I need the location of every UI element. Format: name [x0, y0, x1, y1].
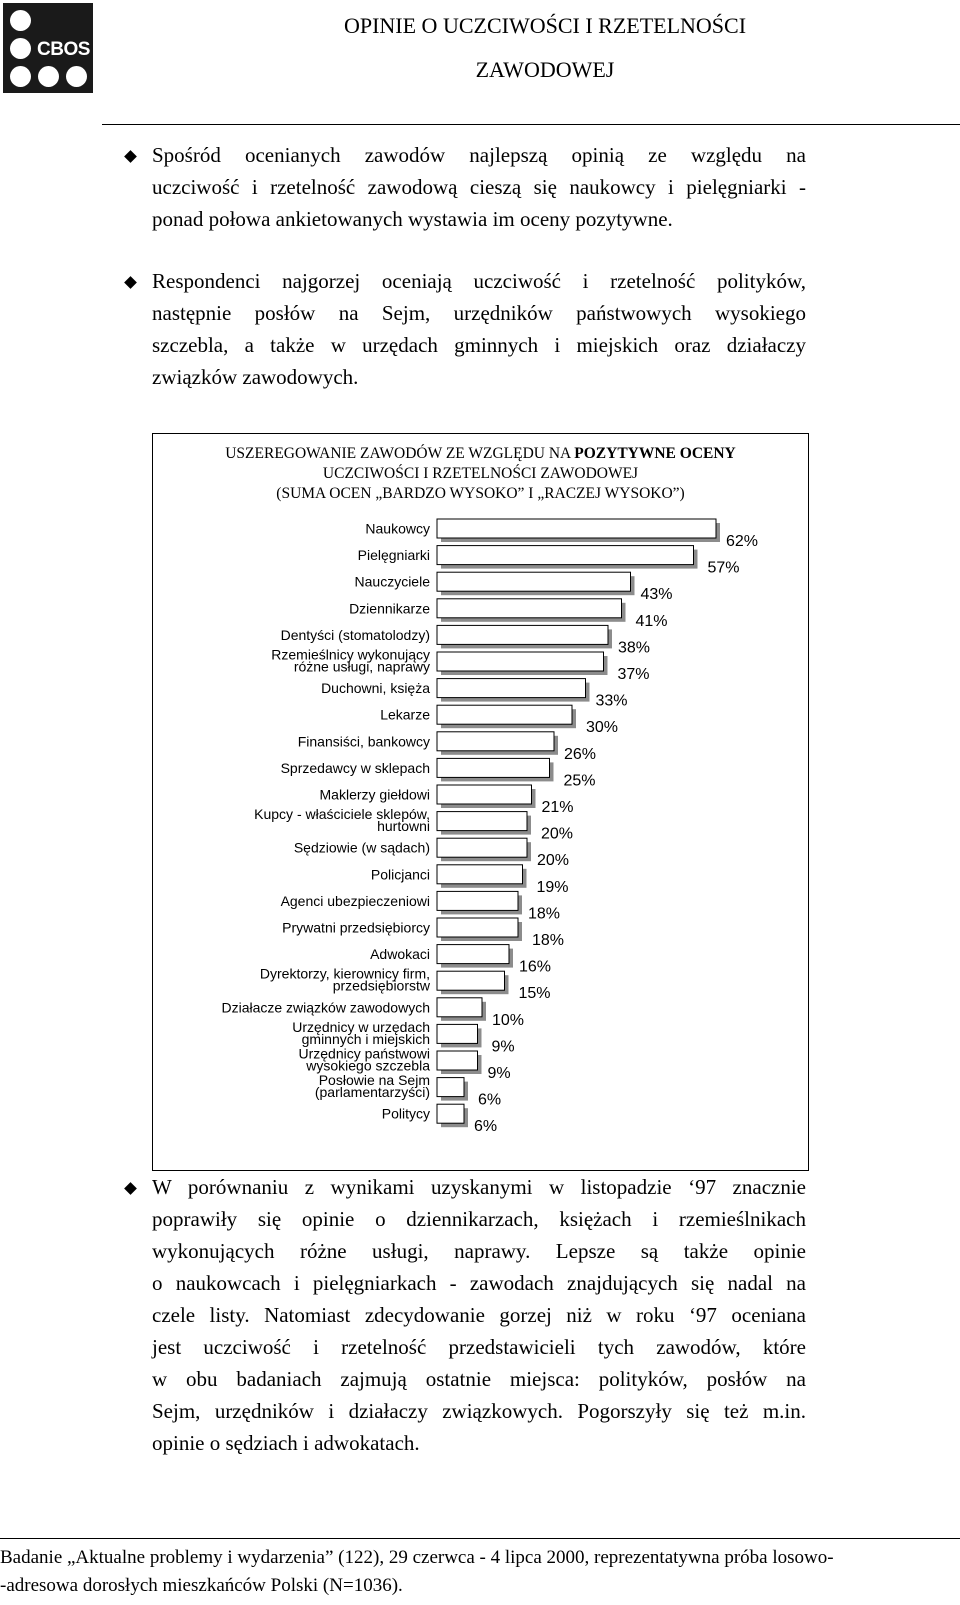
- chart-title-line3: (SUMA OCEN „BARDZO WYSOKO” I „RACZEJ WYSOKO”): [276, 485, 685, 502]
- value-label: 9%: [487, 1065, 511, 1082]
- bar: [437, 599, 622, 618]
- value-label: 21%: [541, 799, 574, 816]
- chart-panel: [152, 433, 809, 1171]
- category-label: Pielęgniarki: [357, 547, 430, 564]
- bar: [437, 625, 608, 644]
- bullet-paragraph-1: [152, 139, 806, 235]
- footer-note: [0, 1544, 960, 1600]
- text-line: wykonujących różne usługi, naprawy. Lepsze są także opinie: [152, 1239, 806, 1263]
- bar: [437, 785, 532, 804]
- bar: [437, 519, 716, 538]
- value-label: 15%: [518, 985, 551, 1003]
- bullet-paragraph-3: [152, 1171, 806, 1459]
- category-label: hurtowni: [377, 818, 430, 835]
- text-line: opinie o sędziach i adwokatach.: [152, 1431, 420, 1455]
- category-label: Rzemieślnicy wykonujący: [271, 646, 430, 663]
- bar: [437, 546, 694, 565]
- category-label: Urzędnicy w urzędach: [292, 1018, 430, 1035]
- text-line: jest uczciwość i rzetelność przedstawicieli tych zawodów, które: [152, 1335, 806, 1359]
- text-line: ponad połowa ankietowanych wystawia im oceny pozytywne.: [152, 207, 673, 231]
- value-label: 57%: [707, 559, 740, 577]
- bar: [437, 918, 518, 937]
- category-label: przedsiębiorstw: [332, 977, 430, 994]
- bar: [437, 838, 527, 857]
- bar: [437, 705, 572, 724]
- value-label: 25%: [563, 772, 596, 790]
- category-label: Prywatni przedsiębiorcy: [282, 919, 430, 936]
- value-label: 16%: [519, 958, 552, 976]
- category-label: Policjanci: [370, 866, 430, 883]
- value-label: 41%: [635, 612, 668, 630]
- category-label: Sprzedawcy w sklepach: [280, 759, 430, 776]
- header-divider: [102, 124, 960, 125]
- bar: [437, 679, 586, 698]
- value-label: 20%: [537, 852, 570, 870]
- value-label: 18%: [532, 932, 565, 949]
- bar-chart: [153, 434, 808, 1170]
- text-line: Sejm, urzędników i działaczy związkowych. Pogorszyły się też m.in.: [152, 1399, 806, 1423]
- bar: [437, 652, 604, 671]
- text-line: czele listy. Natomiast zdecydowanie gorzej niż w roku ‘97 oceniana: [152, 1303, 806, 1327]
- bar: [437, 998, 482, 1017]
- page-title-line2: ZAWODOWEJ: [475, 57, 615, 82]
- text-line: Spośród ocenianych zawodów najlepszą opinią ze względu na: [152, 143, 806, 167]
- text-line: Respondenci najgorzej oceniają uczciwość i rzetelność polityków,: [152, 269, 806, 293]
- value-label: 18%: [528, 905, 561, 923]
- text-line: o naukowcach i pielęgniarkach - zawodach znajdujących się nadal na: [152, 1271, 806, 1295]
- footer-line1: Badanie „Aktualne problemy i wydarzenia” (122), 29 czerwca - 4 lipca 2000, reprezentatywna próba losowo-: [0, 1547, 834, 1568]
- value-label: 43%: [640, 586, 673, 604]
- category-label: Działacze związków zawodowych: [221, 999, 430, 1016]
- category-label: Dyrektorzy, kierownicy firm,: [259, 965, 430, 982]
- value-label: 62%: [726, 533, 759, 550]
- value-label: 38%: [618, 639, 651, 657]
- cbos-logo: [3, 3, 93, 93]
- bar: [437, 1024, 478, 1043]
- bar: [437, 1051, 478, 1070]
- category-label: (parlamentarzyści): [314, 1084, 430, 1101]
- value-label: 6%: [478, 1091, 502, 1109]
- text-line: poprawiły się opinie o dziennikarzach, księżach i rzemieślnikach: [152, 1207, 806, 1231]
- category-label: Nauczyciele: [354, 573, 430, 590]
- category-label: Agenci ubezpieczeniowi: [280, 892, 430, 909]
- chart-title-bold: POZYTYWNE OCENY: [574, 445, 736, 462]
- bar: [437, 732, 554, 751]
- bar: [437, 945, 509, 964]
- bullet-diamond-icon: [124, 1182, 137, 1195]
- logo-text: CBOS: [37, 39, 90, 60]
- value-label: 10%: [492, 1011, 525, 1029]
- value-label: 20%: [541, 825, 574, 843]
- value-label: 33%: [595, 692, 628, 710]
- value-label: 9%: [491, 1038, 515, 1056]
- category-label: Posłowie na Sejm: [318, 1072, 430, 1089]
- category-label: Finansiści, bankowcy: [297, 733, 430, 750]
- bar: [437, 758, 550, 777]
- bullet-diamond-icon: [124, 276, 137, 289]
- value-label: 30%: [586, 719, 619, 737]
- chart-title-part1: USZEREGOWANIE ZAWODÓW ZE WZGLĘDU NA: [225, 445, 575, 462]
- bar: [437, 1104, 464, 1123]
- page-title-line1: OPINIE O UCZCIWOŚCI I RZETELNOŚCI: [343, 13, 747, 38]
- category-label: Politycy: [381, 1105, 430, 1122]
- text-line: w obu badaniach zajmują ostatnie miejsca: polityków, posłów na: [152, 1367, 806, 1391]
- text-line: następnie posłów na Sejm, urzędników państwowych wysokiego: [152, 301, 806, 325]
- footer-divider: [0, 1538, 960, 1539]
- text-line: W porównaniu z wynikami uzyskanymi w listopadzie ‘97 znacznie: [152, 1175, 806, 1199]
- bullet-paragraph-2: [152, 265, 806, 393]
- category-label: wysokiego szczebla: [306, 1057, 430, 1074]
- bar: [437, 1078, 464, 1097]
- bullet-diamond-icon: [124, 150, 137, 163]
- category-label: Dentyści (stomatolodzy): [280, 626, 430, 643]
- bar: [437, 971, 505, 990]
- page-title: [205, 4, 885, 92]
- category-label: Adwokaci: [370, 946, 430, 963]
- footer-line2: -adresowa dorosłych mieszkańców Polski (N=1036).: [0, 1575, 403, 1596]
- category-label: Dziennikarze: [349, 600, 430, 617]
- category-label: Maklerzy giełdowi: [319, 786, 430, 803]
- category-label: Urzędnicy państwowi: [298, 1045, 430, 1062]
- value-label: 26%: [564, 745, 597, 763]
- bar: [437, 865, 523, 884]
- value-label: 19%: [536, 878, 569, 896]
- category-label: Duchowni, księża: [321, 680, 430, 697]
- category-label: gminnych i miejskich: [301, 1030, 430, 1047]
- text-line: związków zawodowych.: [152, 365, 359, 389]
- bar: [437, 572, 631, 591]
- value-label: 37%: [617, 666, 650, 683]
- text-line: szczebla, a także w urzędach gminnych i miejskich oraz działaczy: [152, 333, 806, 357]
- bar: [437, 891, 518, 910]
- category-label: różne usługi, naprawy: [293, 658, 430, 675]
- category-label: Kupcy - właściciele sklepów,: [254, 806, 430, 823]
- category-label: Lekarze: [380, 706, 430, 723]
- category-label: Sędziowie (w sądach): [293, 839, 430, 856]
- text-line: uczciwość i rzetelność zawodową cieszą się naukowcy i pielęgniarki -: [152, 175, 806, 199]
- bar: [437, 812, 527, 831]
- category-label: Naukowcy: [365, 520, 430, 537]
- value-label: 6%: [474, 1118, 498, 1136]
- chart-title-line2: UCZCIWOŚCI I RZETELNOŚCI ZAWODOWEJ: [322, 465, 639, 482]
